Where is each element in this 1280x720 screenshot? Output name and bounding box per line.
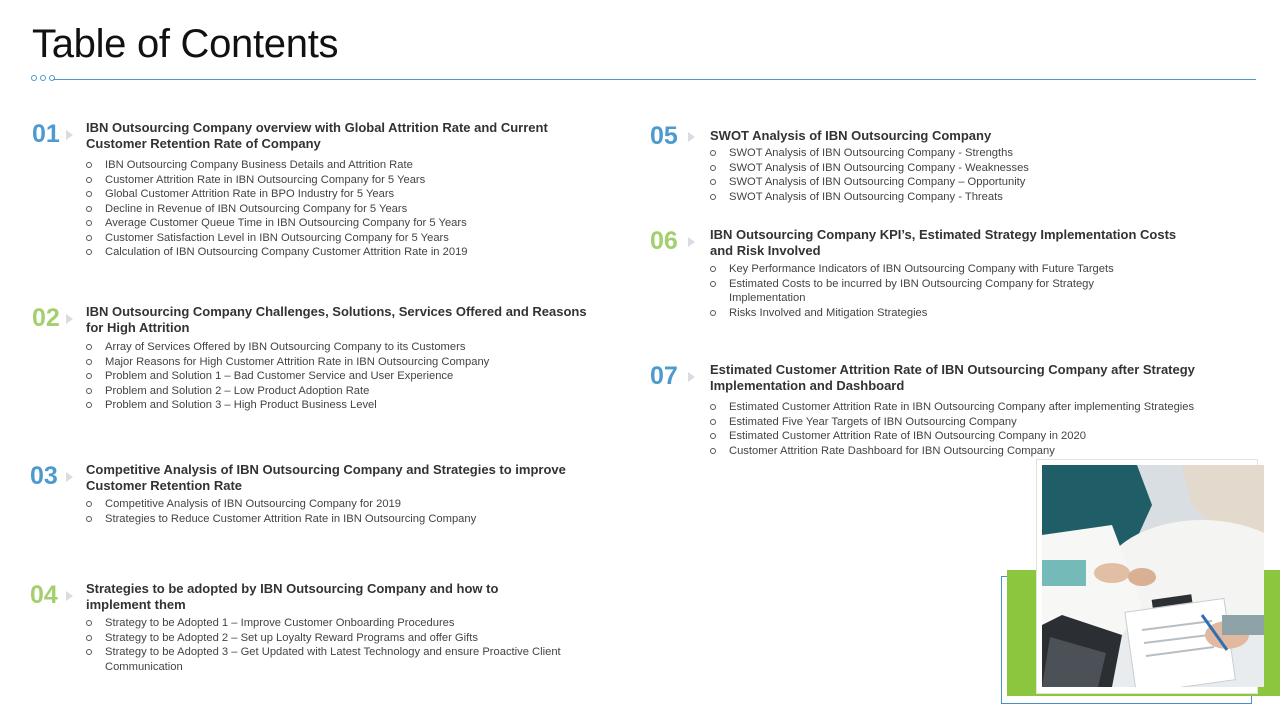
list-item: Strategy to be Adopted 1 – Improve Customer Onboarding Procedures bbox=[86, 616, 606, 631]
photo-illustration bbox=[1042, 465, 1264, 687]
divider-line bbox=[53, 79, 1256, 80]
list-item: IBN Outsourcing Company Business Details and Attrition Rate bbox=[86, 158, 606, 173]
section-arrow-icon bbox=[688, 372, 695, 382]
toc-section-04 bbox=[30, 581, 610, 681]
section-arrow-icon bbox=[66, 472, 73, 482]
list-item: Problem and Solution 2 – Low Product Adoption Rate bbox=[86, 384, 606, 399]
list-item: Calculation of IBN Outsourcing Company Customer Attrition Rate in 2019 bbox=[86, 245, 606, 260]
toc-section-02 bbox=[32, 304, 612, 424]
section-heading: Competitive Analysis of IBN Outsourcing Company and Strategies to improve Customer Retention Rate bbox=[86, 462, 566, 493]
list-item: Estimated Costs to be incurred by IBN Outsourcing Company for Strategy Implementation bbox=[710, 277, 1140, 306]
section-arrow-icon bbox=[688, 132, 695, 142]
list-item: Risks Involved and Mitigation Strategies bbox=[710, 306, 1140, 321]
list-item: Customer Attrition Rate in IBN Outsourcing Company for 5 Years bbox=[86, 173, 606, 188]
list-item: SWOT Analysis of IBN Outsourcing Company - Threats bbox=[710, 190, 1230, 205]
list-item: Strategy to be Adopted 2 – Set up Loyalty Reward Programs and offer Gifts bbox=[86, 631, 606, 646]
toc-section-06 bbox=[650, 227, 1250, 327]
divider-dot bbox=[31, 75, 37, 81]
list-item: Key Performance Indicators of IBN Outsourcing Company with Future Targets bbox=[710, 262, 1140, 277]
toc-section-01 bbox=[32, 120, 612, 270]
list-item: SWOT Analysis of IBN Outsourcing Company – Opportunity bbox=[710, 175, 1230, 190]
list-item: Customer Satisfaction Level in IBN Outsourcing Company for 5 Years bbox=[86, 231, 606, 246]
list-item: Competitive Analysis of IBN Outsourcing Company for 2019 bbox=[86, 497, 606, 512]
list-item: Problem and Solution 1 – Bad Customer Service and User Experience bbox=[86, 369, 606, 384]
list-item: Estimated Customer Attrition Rate in IBN Outsourcing Company after implementing Strategies bbox=[710, 400, 1250, 415]
page-title: Table of Contents bbox=[32, 22, 339, 66]
divider-dot bbox=[40, 75, 46, 81]
list-item: Problem and Solution 3 – High Product Business Level bbox=[86, 398, 606, 413]
divider-dots bbox=[31, 75, 55, 81]
section-number: 05 bbox=[650, 122, 678, 150]
list-item: Strategies to Reduce Customer Attrition Rate in IBN Outsourcing Company bbox=[86, 512, 606, 527]
toc-section-05 bbox=[650, 122, 1250, 212]
list-item: Major Reasons for High Customer Attrition Rate in IBN Outsourcing Company bbox=[86, 355, 606, 370]
title-divider bbox=[31, 74, 1256, 86]
section-heading: Estimated Customer Attrition Rate of IBN Outsourcing Company after Strategy Implementation and Dashboard bbox=[710, 362, 1195, 393]
section-heading: IBN Outsourcing Company KPI’s, Estimated Strategy Implementation Costs and Risk Involved bbox=[710, 227, 1177, 258]
section-items bbox=[710, 262, 1140, 320]
list-item: Estimated Five Year Targets of IBN Outsourcing Company bbox=[710, 415, 1250, 430]
section-items bbox=[710, 146, 1230, 204]
section-items bbox=[710, 400, 1250, 458]
section-number: 02 bbox=[32, 304, 60, 332]
section-arrow-icon bbox=[66, 130, 73, 140]
section-number: 04 bbox=[30, 581, 58, 609]
section-arrow-icon bbox=[66, 314, 73, 324]
list-item: Strategy to be Adopted 3 – Get Updated with Latest Technology and ensure Proactive Client Communication bbox=[86, 645, 606, 674]
business-meeting-photo bbox=[1042, 465, 1264, 687]
divider-dot bbox=[49, 75, 55, 81]
section-number: 01 bbox=[32, 120, 60, 148]
section-heading: Strategies to be adopted by IBN Outsourcing Company and how to implement them bbox=[86, 581, 499, 612]
list-item: Array of Services Offered by IBN Outsourcing Company to its Customers bbox=[86, 340, 606, 355]
list-item: Decline in Revenue of IBN Outsourcing Company for 5 Years bbox=[86, 202, 606, 217]
section-arrow-icon bbox=[688, 237, 695, 247]
toc-section-07 bbox=[650, 362, 1260, 462]
section-items bbox=[86, 158, 606, 260]
section-items bbox=[86, 497, 606, 526]
section-number: 03 bbox=[30, 462, 58, 490]
list-item: Average Customer Queue Time in IBN Outsourcing Company for 5 Years bbox=[86, 216, 606, 231]
section-items bbox=[86, 616, 606, 674]
list-item: SWOT Analysis of IBN Outsourcing Company - Weaknesses bbox=[710, 161, 1230, 176]
section-number: 07 bbox=[650, 362, 678, 390]
section-heading: IBN Outsourcing Company overview with Global Attrition Rate and Current Customer Retention Rate of Company bbox=[86, 120, 548, 151]
list-item: Estimated Customer Attrition Rate of IBN Outsourcing Company in 2020 bbox=[710, 429, 1250, 444]
list-item: Customer Attrition Rate Dashboard for IBN Outsourcing Company bbox=[710, 444, 1250, 459]
section-number: 06 bbox=[650, 227, 678, 255]
section-items bbox=[86, 340, 606, 413]
list-item: Global Customer Attrition Rate in BPO Industry for 5 Years bbox=[86, 187, 606, 202]
toc-section-03 bbox=[30, 462, 610, 532]
list-item: SWOT Analysis of IBN Outsourcing Company - Strengths bbox=[710, 146, 1230, 161]
section-heading: SWOT Analysis of IBN Outsourcing Company bbox=[710, 128, 992, 143]
section-heading: IBN Outsourcing Company Challenges, Solutions, Services Offered and Reasons for High Attrition bbox=[86, 304, 587, 335]
section-arrow-icon bbox=[66, 591, 73, 601]
